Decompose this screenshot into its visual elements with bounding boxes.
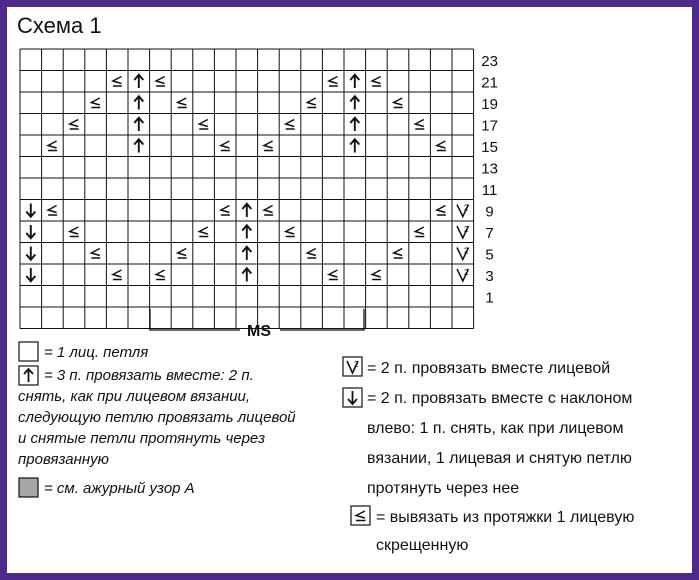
chart-cell-make-one [264,206,273,216]
row-number: 23 [481,52,498,70]
chart-cell-make-one [156,77,165,87]
chart-cell-make-one [307,249,316,259]
legend-k2tog: = 2 п. провязать вместе лицевой [367,360,611,377]
k3tog-icon [18,365,40,387]
svg-text:2: 2 [464,246,469,256]
ssk-icon [342,387,364,409]
ms-bracket [150,309,364,340]
svg-text:2: 2 [464,225,469,234]
chart-cell-make-one [48,206,57,216]
row-number: 11 [481,181,498,199]
row-number: 3 [485,267,494,285]
chart-cell-make-one [437,206,446,216]
make-one-icon [350,505,372,527]
legend-ssk-line-1: = 2 п. провязать вместе с наклоном [367,390,633,407]
chart-cell-make-one [91,249,100,259]
legend-k3tog-line-1: = 3 п. провязать вместе: 2 п. [44,367,254,384]
chart-cell-k3tog [350,75,359,88]
chart-cell-make-one [178,98,187,108]
row-number: 13 [481,160,498,178]
chart-cell-make-one [372,270,381,280]
legend-m1-line-2: скрещенную [376,537,469,554]
chart-cell-k3tog [242,247,251,260]
chart-cell-make-one [70,120,79,130]
chart-cell-make-one [70,227,79,237]
chart-cell-k3tog [134,75,143,88]
chart-cell-make-one [156,270,165,280]
chart-cell-make-one [329,270,338,280]
chart-cell-k3tog [242,225,251,238]
ms-label: MS [247,323,271,340]
row-number: 17 [481,117,498,135]
chart-cell-make-one [199,120,208,130]
row-number: 19 [481,95,498,113]
chart-cell-k2tog [457,225,469,238]
gray-lace-icon [18,477,40,499]
chart-cell-make-one [394,98,403,108]
chart-grid [20,49,474,329]
chart-cell-k3tog [134,118,143,131]
chart-cell-k3tog [134,96,143,109]
chart-cell-make-one [437,141,446,151]
chart-cell-k3tog [242,204,251,217]
chart-title: Схема 1 [17,13,102,38]
svg-text:2: 2 [464,203,469,213]
chart-cell-make-one [178,249,187,259]
row-number: 15 [481,138,498,156]
chart-cell-k3tog [350,139,359,152]
chart-cell-make-one [264,141,273,151]
chart-cell-make-one [48,141,57,151]
chart-cell-k3tog [134,139,143,152]
chart-cell-ssk [26,204,35,217]
row-number: 7 [485,224,494,242]
legend-m1-line-1: = вывязать из протяжки 1 лицевую [376,509,635,526]
chart-cell-make-one [372,77,381,87]
chart-cell-make-one [199,227,208,237]
knit-stitch-icon [18,341,40,363]
chart-cell-k3tog [350,96,359,109]
chart-cell-make-one [394,249,403,259]
legend-ssk-line-4: протянуть через нее [367,480,520,497]
row-number: 1 [485,289,494,307]
row-numbers [481,53,498,307]
chart-cell-ssk [26,225,35,238]
chart-cell-ssk [26,268,35,281]
chart-cell-k2tog [457,268,469,281]
legend-k3tog-line-3: следующую петлю провязать лицевой [18,409,296,426]
chart-cell-make-one [113,77,122,87]
chart-cell-k2tog [457,247,469,260]
chart-cell-make-one [415,120,424,130]
legend-knit: = 1 лиц. петля [44,344,149,361]
legend-ssk-line-3: вязании, 1 лицевая и снятую петлю [367,450,632,467]
chart-cell-make-one [415,227,424,237]
svg-text:2: 2 [464,268,469,277]
chart-cell-make-one [286,227,295,237]
chart-cell-make-one [221,141,230,151]
chart-cell-ssk [26,247,35,260]
chart-cell-make-one [221,206,230,216]
chart-cell-make-one [113,270,122,280]
chart-cell-k3tog [242,268,251,281]
legend-k3tog-line-5: провязанную [18,451,109,468]
chart-cell-k3tog [350,118,359,131]
chart-cell-make-one [286,120,295,130]
svg-text:2: 2 [354,360,359,369]
legend-gray: = см. ажурный узор А [44,480,195,497]
row-number: 21 [481,74,498,92]
chart-cell-make-one [91,98,100,108]
chart-cell-make-one [329,77,338,87]
chart-cell-k2tog [457,204,469,217]
k2tog-icon [342,356,364,378]
legend-k3tog-line-4: и снятые петли протянуть через [18,430,266,447]
legend-k3tog-line-2: снять, как при лицевом вязании, [18,388,251,405]
row-number: 9 [485,203,494,221]
row-number: 5 [485,246,494,264]
chart-cell-make-one [307,98,316,108]
legend-ssk-line-2: влево: 1 п. снять, как при лицевом [367,420,624,437]
